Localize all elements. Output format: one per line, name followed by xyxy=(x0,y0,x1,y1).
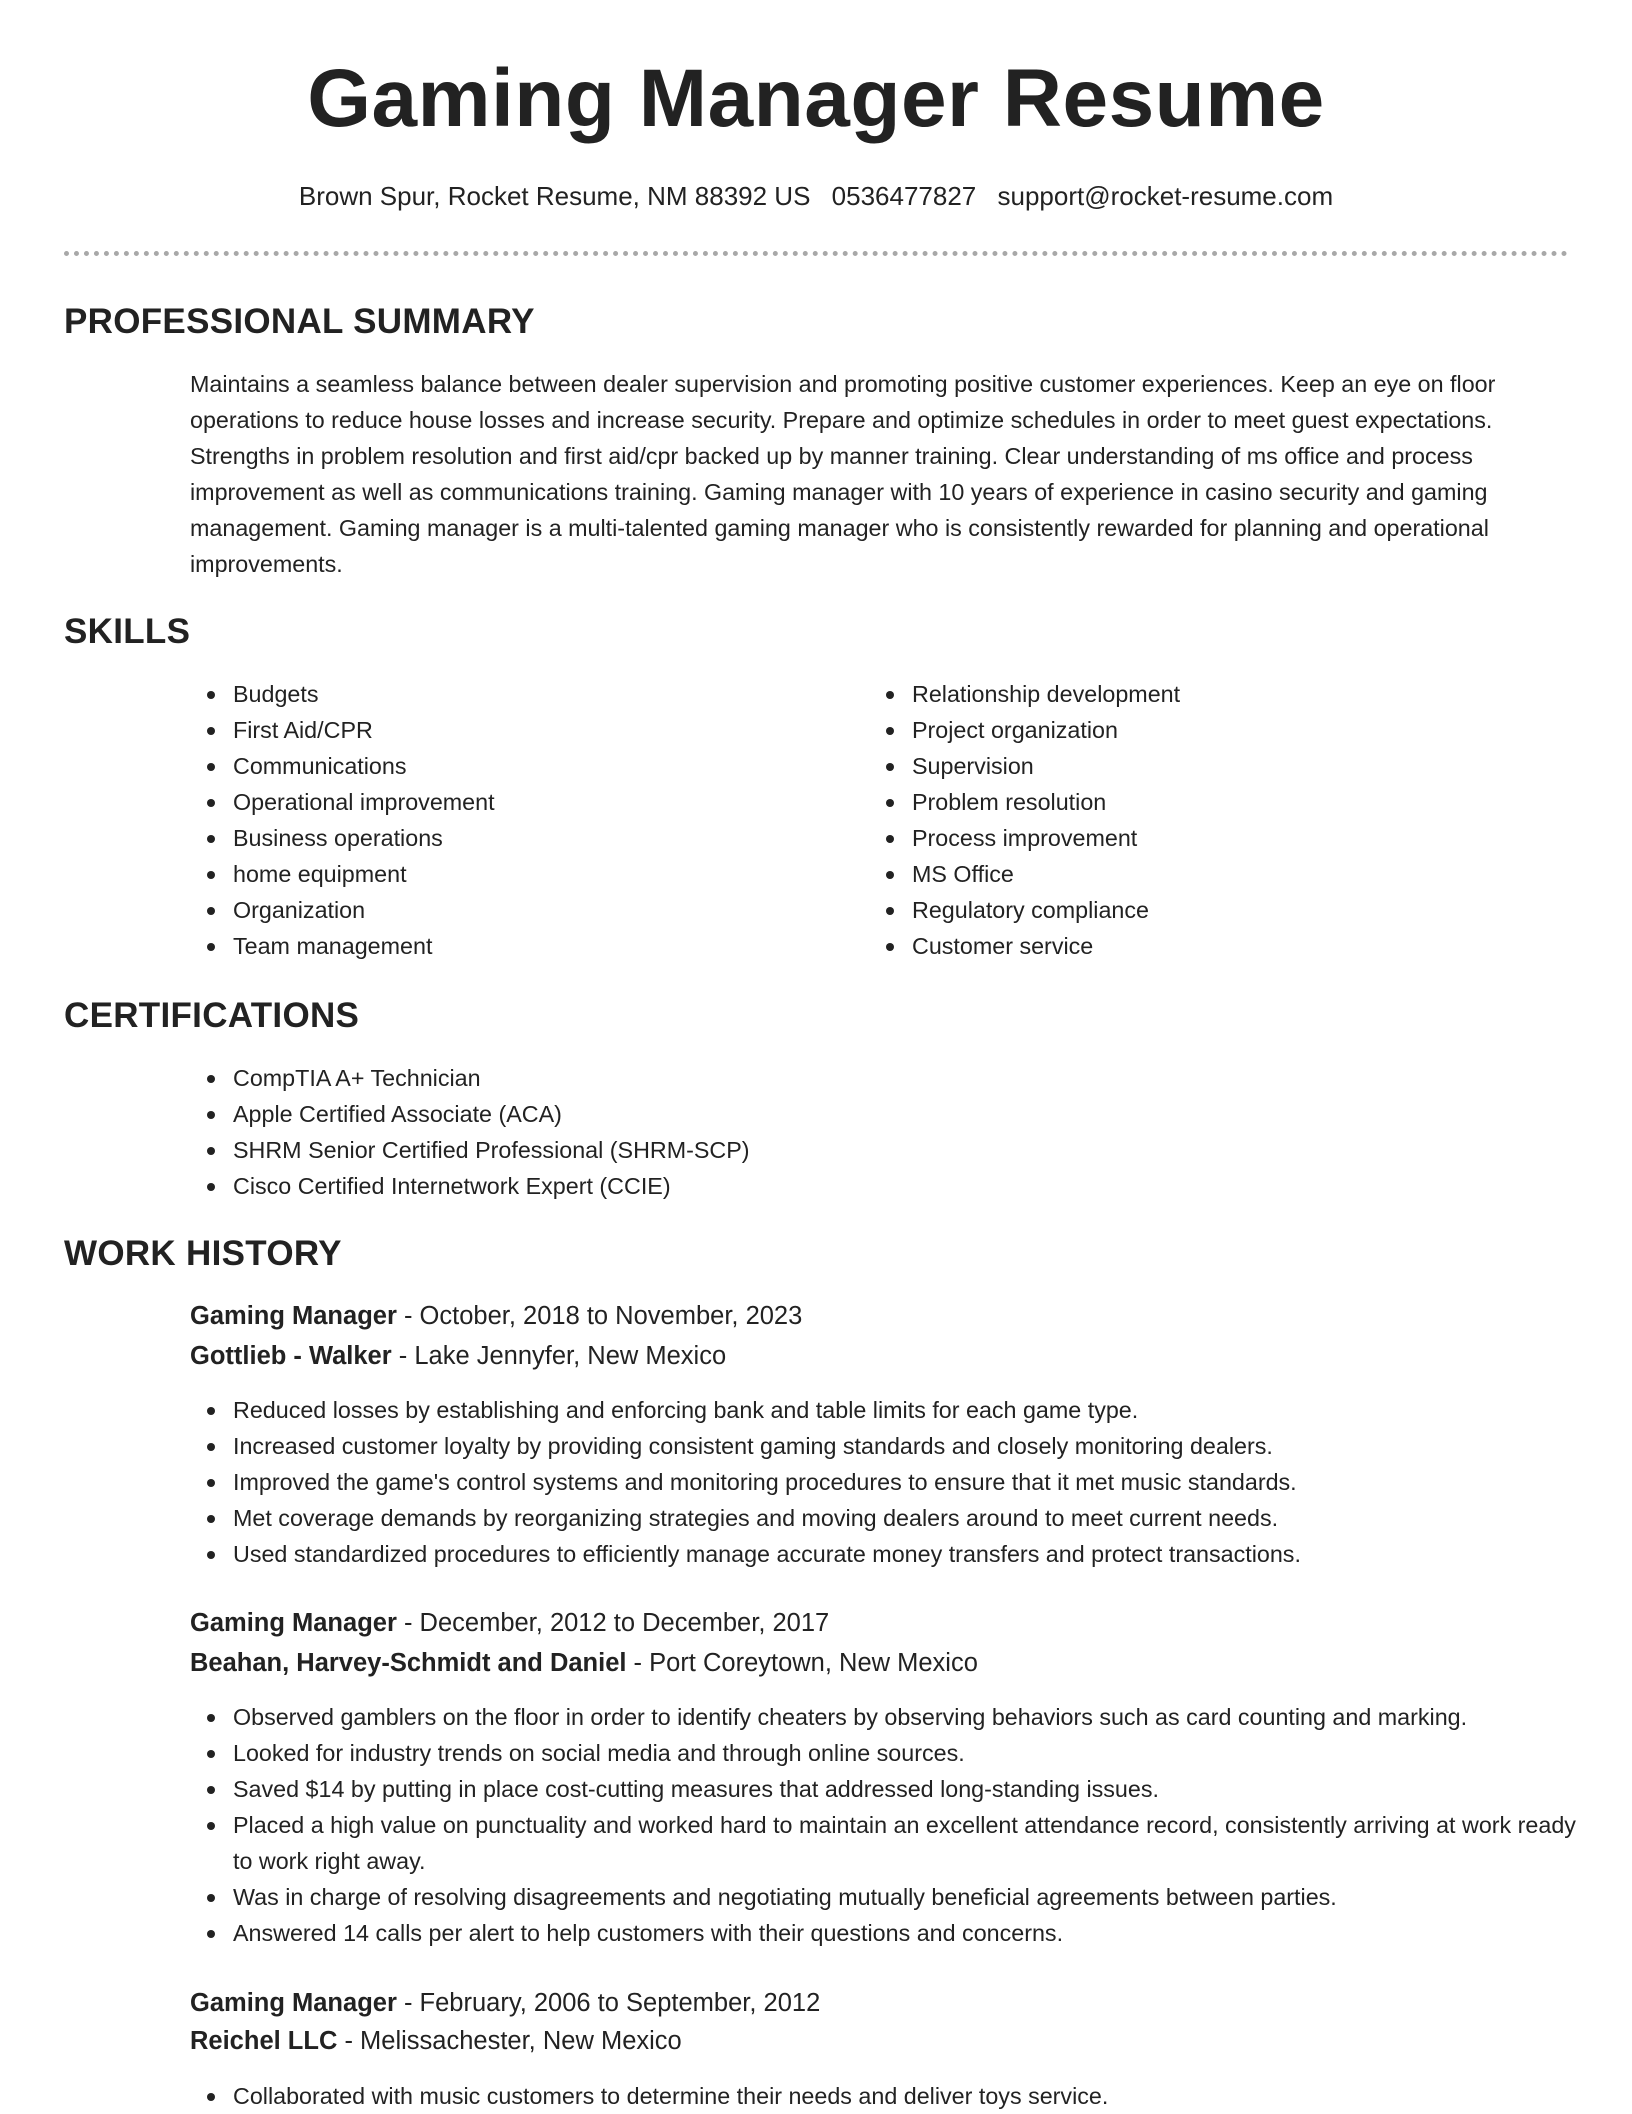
job-company: Beahan, Harvey-Schmidt and Daniel xyxy=(190,1649,627,1677)
skill-item: Supervision xyxy=(869,748,1509,784)
contact-address: Brown Spur, Rocket Resume, NM 88392 US xyxy=(298,181,811,211)
job-bullet: Improved the game's control systems and monitoring procedures to ensure that it met music standards. xyxy=(190,1464,1580,1500)
job-bullet: Saved $14 by putting in place cost-cutting measures that addressed long-standing issues. xyxy=(190,1771,1580,1807)
certifications-heading: CERTIFICATIONS xyxy=(64,996,360,1035)
skill-item: Operational improvement xyxy=(190,784,830,820)
skill-item: Business operations xyxy=(190,820,830,856)
summary-heading: PROFESSIONAL SUMMARY xyxy=(64,302,535,341)
contact-email[interactable]: support@rocket-resume.com xyxy=(997,181,1334,211)
job-bullets xyxy=(190,2078,1580,2114)
skill-item: Regulatory compliance xyxy=(869,892,1509,928)
job-bullet: Met coverage demands by reorganizing strategies and moving dealers around to meet current needs. xyxy=(190,1500,1580,1536)
job-company: Gottlieb - Walker xyxy=(190,1342,392,1370)
job-title: Gaming Manager xyxy=(190,1302,397,1330)
job-dates: - October, 2018 to November, 2023 xyxy=(396,1302,803,1330)
job-title-line xyxy=(190,1304,802,1330)
job-title-line xyxy=(190,1611,829,1637)
job-company: Reichel LLC xyxy=(190,2027,338,2055)
contact-line xyxy=(0,183,1632,209)
job-bullet: Reduced losses by establishing and enforcing bank and table limits for each game type. xyxy=(190,1392,1580,1428)
skill-item: Budgets xyxy=(190,676,830,712)
job-location: - Lake Jennyfer, New Mexico xyxy=(391,1342,727,1370)
job-location: - Port Coreytown, New Mexico xyxy=(626,1649,978,1677)
job-location: - Melissachester, New Mexico xyxy=(337,2027,682,2055)
skill-item: home equipment xyxy=(190,856,830,892)
job-bullet: Was in charge of resolving disagreements and negotiating mutually beneficial agreements between parties. xyxy=(190,1879,1580,1915)
contact-phone: 0536477827 xyxy=(831,181,977,211)
certification-item: SHRM Senior Certified Professional (SHRM-SCP) xyxy=(190,1132,1490,1168)
job-title: Gaming Manager xyxy=(190,1989,397,2017)
skill-item: Problem resolution xyxy=(869,784,1509,820)
job-dates: - February, 2006 to September, 2012 xyxy=(396,1989,821,2017)
skill-item: Organization xyxy=(190,892,830,928)
skill-item: Communications xyxy=(190,748,830,784)
skill-item: MS Office xyxy=(869,856,1509,892)
job-bullet: Answered 14 calls per alert to help customers with their questions and concerns. xyxy=(190,1915,1580,1951)
certifications-list xyxy=(190,1060,1490,1204)
skill-item: Project organization xyxy=(869,712,1509,748)
skill-item: Relationship development xyxy=(869,676,1509,712)
job-bullet: Increased customer loyalty by providing consistent gaming standards and closely monitoring dealers. xyxy=(190,1428,1580,1464)
skill-item: Customer service xyxy=(869,928,1509,964)
certification-item: Cisco Certified Internetwork Expert (CCIE) xyxy=(190,1168,1490,1204)
job-bullet: Used standardized procedures to efficiently manage accurate money transfers and protect transactions. xyxy=(190,1536,1580,1572)
skills-list-left xyxy=(190,676,830,964)
page-title: Gaming Manager Resume xyxy=(307,53,1325,144)
job-company-line xyxy=(190,1344,726,1370)
job-bullets xyxy=(190,1699,1580,1951)
job-bullet: Looked for industry trends on social media and through online sources. xyxy=(190,1735,1580,1771)
certification-item: Apple Certified Associate (ACA) xyxy=(190,1096,1490,1132)
skill-item: Process improvement xyxy=(869,820,1509,856)
skill-item: Team management xyxy=(190,928,830,964)
job-title: Gaming Manager xyxy=(190,1609,397,1637)
header-divider xyxy=(64,251,1568,256)
job-bullet: Collaborated with music customers to determine their needs and deliver toys service. xyxy=(190,2078,1580,2114)
summary-text: Maintains a seamless balance between dealer supervision and promoting positive customer experiences. Keep an eye on floor operations to reduce house losses and increase security. Prepare and optimize schedules in order to meet guest expectations. Strengths in problem resolution and first aid/cpr backed up by manner training. Clear understanding of ms office and process improvement as well as communications training. Gaming manager with 10 years of experience in casino security and gaming management. Gaming manager is a multi-talented gaming manager who is consistently rewarded for planning and operational improvements. xyxy=(190,371,1496,577)
job-bullets xyxy=(190,1392,1580,1572)
skills-list-right xyxy=(869,676,1509,964)
job-bullet: Observed gamblers on the floor in order to identify cheaters by observing behaviors such as card counting and marking. xyxy=(190,1699,1580,1735)
job-title-line xyxy=(190,1991,820,2017)
job-company-line xyxy=(190,2029,682,2055)
certification-item: CompTIA A+ Technician xyxy=(190,1060,1490,1096)
skill-item: First Aid/CPR xyxy=(190,712,830,748)
work-history-heading: WORK HISTORY xyxy=(64,1234,342,1273)
job-bullet: Placed a high value on punctuality and worked hard to maintain an excellent attendance record, consistently arriving at work ready to work right away. xyxy=(190,1807,1580,1879)
skills-heading: SKILLS xyxy=(64,612,191,651)
job-dates: - December, 2012 to December, 2017 xyxy=(396,1609,830,1637)
job-company-line xyxy=(190,1651,978,1677)
